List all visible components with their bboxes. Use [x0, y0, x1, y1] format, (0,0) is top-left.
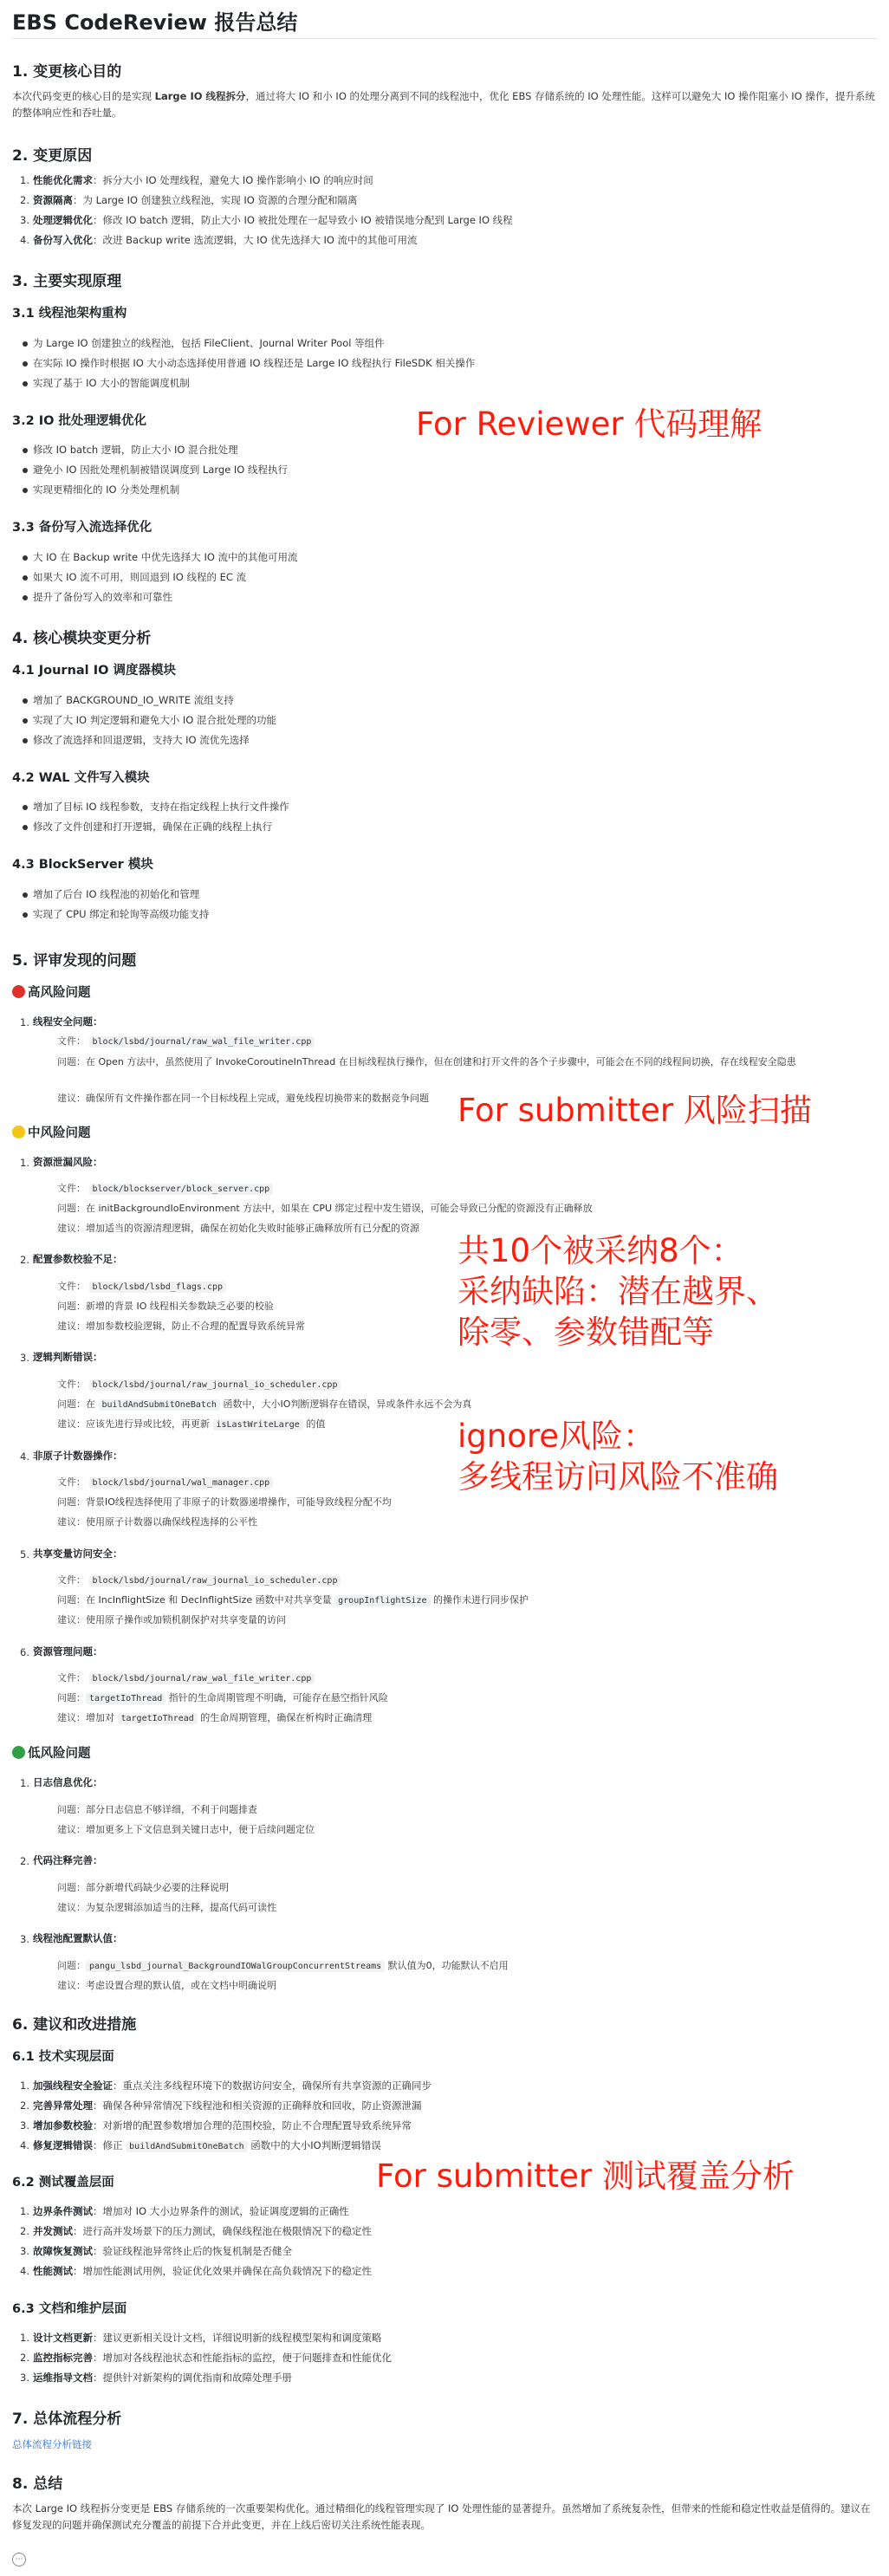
list-item: 修改了文件创建和打开逻辑，确保在正确的线程上执行: [33, 821, 272, 833]
section-2-heading: 2. 变更原因: [12, 147, 93, 165]
section-7-heading: 7. 总体流程分析: [12, 2411, 122, 2428]
list-item: 实现了 CPU 绑定和轮询等高级功能支持: [33, 908, 210, 920]
list-item: 加强线程安全验证：重点关注多线程环境下的数据访问安全，确保所有共享资源的正确同步: [33, 2080, 432, 2092]
list-item: 增加了目标 IO 线程参数，支持在指定线程上执行文件操作: [33, 801, 289, 813]
high-risk-heading: 高风险问题: [12, 983, 91, 1001]
list-item: 并发测试：进行高并发场景下的压力测试，确保线程池在极限情况下的稳定性: [33, 2225, 372, 2237]
section-8-heading: 8. 总结: [12, 2475, 63, 2493]
info-circle-icon[interactable]: ⋯: [12, 2553, 26, 2566]
issue-problem: 问题：新增的背景 IO 线程相关参数缺乏必要的校验: [57, 1301, 274, 1312]
issue-file: 文件： block/lsbd/journal/wal_manager.cpp: [57, 1475, 876, 1491]
section-6-heading: 6. 建议和改进措施: [12, 2016, 137, 2034]
list-item: 运维指导文档：提供针对新架构的调优指南和故障处理手册: [33, 2372, 292, 2384]
issue-file: 文件： block/lsbd/journal/raw_journal_io_scheduler.cpp: [57, 1377, 876, 1393]
issue-file: 文件： block/lsbd/lsbd_flags.cpp: [57, 1279, 876, 1295]
issue-title: 代码注释完善：: [33, 1854, 103, 1866]
section-3-1-heading: 3.1 线程池架构重构: [12, 307, 127, 321]
issue-problem: 问题：部分日志信息不够详细，不利于问题排查: [57, 1804, 257, 1815]
list-item: 实现了大 IO 判定逻辑和避免大小 IO 混合批处理的功能: [33, 714, 277, 726]
issue-problem: 问题：在 Open 方法中，虽然使用了 InvokeCoroutineInThread 在目标线程执行操作，但在创建和打开文件的各个子步骤中，可能会在不同的线程间切换，存在线程安全隐患: [57, 1056, 796, 1067]
section-4-1-heading: 4.1 Journal IO 调度器模块: [12, 664, 176, 678]
overlay-risk-scan: For submitter 风险扫描: [457, 1092, 812, 1129]
section-6-3-heading: 6.3 文档和维护层面: [12, 2302, 127, 2316]
list-item: 完善异常处理：确保各种异常情况下线程池和相关资源的正确释放和回收，防止资源泄漏: [33, 2099, 422, 2112]
issue-problem: 问题：部分新增代码缺少必要的注释说明: [57, 1882, 229, 1893]
list-item: 避免小 IO 因批处理机制被错误调度到 Large IO 线程执行: [33, 464, 289, 476]
section-3-2-heading: 3.2 IO 批处理逻辑优化: [12, 414, 147, 428]
low-risk-heading: 低风险问题: [12, 1743, 91, 1762]
issue-advice: 建议：增加对 targetIoThread 的生命周期管理，确保在析构时正确清理: [57, 1712, 373, 1723]
issue-problem: 问题：在 initBackgroundIoEnvironment 方法中，如果在 CPU 绑定过程中发生错误，可能会导致已分配的资源没有正确释放: [57, 1203, 593, 1214]
issue-title: 非原子计数器操作：: [33, 1450, 123, 1462]
list-item: 提升了备份写入的效率和可靠性: [33, 591, 172, 603]
issue-advice: 建议：为复杂逻辑添加适当的注释，提高代码可读性: [57, 1902, 276, 1913]
issue-problem: 问题：背景IO线程选择使用了非原子的计数器递增操作，可能导致线程分配不均: [57, 1496, 392, 1508]
mid-risk-heading: 中风险问题: [12, 1123, 91, 1141]
issue-advice: 建议：增加更多上下文信息到关键日志中，便于后续问题定位: [57, 1824, 315, 1835]
issue-advice: 建议：使用原子操作或加锁机制保护对共享变量的访问: [57, 1614, 286, 1625]
issue-file: 文件： block/blockserver/block_server.cpp: [57, 1181, 876, 1197]
section-6-1-heading: 6.1 技术实现层面: [12, 2050, 114, 2064]
list-item: 大 IO 在 Backup write 中优先选择大 IO 流中的其他可用流: [33, 551, 298, 563]
issue-problem: 问题： pangu_lsbd_journal_BackgroundIOWalGroupConcurrentStreams 默认值为0，功能默认不启用: [57, 1960, 509, 1971]
overlay-reviewer: For Reviewer 代码理解: [416, 406, 762, 443]
list-item: 监控指标完善：增加对各线程池状态和性能指标的监控，便于问题排查和性能优化: [33, 2352, 392, 2364]
issue-advice: 建议：使用原子计数器以确保线程选择的公平性: [57, 1516, 257, 1528]
issue-title: 线程池配置默认值：: [33, 1932, 123, 1944]
list-item: 实现了基于 IO 大小的智能调度机制: [33, 377, 190, 389]
green-circle-icon: [12, 1746, 25, 1759]
overlay-ignore-2: 多线程访问风险不准确: [457, 1458, 778, 1496]
list-item: 如果大 IO 流不可用，则回退到 IO 线程的 EC 流: [33, 571, 247, 583]
flow-analysis-link[interactable]: 总体流程分析链接: [12, 2438, 92, 2450]
section-3-3-heading: 3.3 备份写入流选择优化: [12, 521, 152, 535]
issue-title: 线程安全问题：: [33, 1015, 103, 1028]
list-item: 增加了后台 IO 线程池的初始化和管理: [33, 888, 200, 900]
list-item: 实现更精细化的 IO 分类处理机制: [33, 483, 180, 496]
list-item: 处理逻辑优化：修改 IO batch 逻辑，防止大小 IO 被批处理在一起导致小 IO 被错误地分配到 Large IO 线程: [33, 214, 513, 226]
list-item: 设计文档更新：建议更新相关设计文档，详细说明新的线程模型架构和调度策略: [33, 2332, 382, 2344]
list-item: 边界条件测试：增加对 IO 大小边界条件的测试，验证调度逻辑的正确性: [33, 2205, 349, 2217]
issue-title: 资源泄漏风险：: [33, 1156, 103, 1168]
list-item: 修改 IO batch 逻辑，防止大小 IO 混合批处理: [33, 444, 238, 456]
issue-title: 逻辑判断错误：: [33, 1351, 103, 1363]
overlay-ignore-1: ignore风险：: [457, 1418, 656, 1455]
issue-advice: 建议：增加参数校验逻辑，防止不合理的配置导致系统异常: [57, 1320, 305, 1332]
issue-advice: 建议：考虑设置合理的默认值，或在文档中明确说明: [57, 1980, 276, 1991]
list-item: 故障恢复测试：验证线程池异常终止后的恢复机制是否健全: [33, 2245, 292, 2257]
issue-file: 文件： block/lsbd/journal/raw_journal_io_scheduler.cpp: [57, 1573, 876, 1589]
list-item: 在实际 IO 操作时根据 IO 大小动态选择使用普通 IO 线程还是 Large IO 线程执行 FileSDK 相关操作: [33, 357, 476, 369]
issue-advice: 建议：确保所有文件操作都在同一个目标线程上完成，避免线程切换带来的数据竞争问题: [57, 1093, 429, 1104]
issue-advice: 建议：应该先进行异或比较，再更新 isLastWriteLarge 的值: [57, 1418, 326, 1430]
issue-problem: 问题： targetIoThread 指针的生命周期管理不明确，可能存在悬空指针风险: [57, 1692, 388, 1703]
section-5-heading: 5. 评审发现的问题: [12, 952, 137, 970]
yellow-circle-icon: [12, 1126, 25, 1139]
issue-title: 配置参数校验不足：: [33, 1253, 123, 1265]
issue-title: 资源管理问题：: [33, 1645, 103, 1658]
issue-problem: 问题：在 buildAndSubmitOneBatch 函数中，大小IO判断逻辑存在错误，异或条件永远不会为真: [57, 1398, 472, 1410]
list-item: 资源隔离：为 Large IO 创建独立线程池，实现 IO 资源的合理分配和隔离: [33, 194, 358, 206]
section-6-2-heading: 6.2 测试覆盖层面: [12, 2176, 114, 2190]
list-item: 性能测试：增加性能测试用例，验证优化效果并确保在高负载情况下的稳定性: [33, 2265, 372, 2277]
overlay-adopted-3: 除零、参数错配等: [457, 1314, 714, 1351]
list-item: 性能优化需求：拆分大小 IO 处理线程，避免大 IO 操作影响小 IO 的响应时间: [33, 174, 373, 186]
section-8-text: 本次 Large IO 线程拆分变更是 EBS 存储系统的一次重要架构优化。通过精细化的线程管理实现了 IO 处理性能的显著提升。虽然增加了系统复杂性，但带来的性能和稳定性收益是值得的。建议在修复发现的问题并确保测试充分覆盖的前提下合并此变更，并在上线后密切关注系统性能表现。: [12, 2502, 871, 2531]
list-item: 备份写入优化：改进 Backup write 选流逻辑，大 IO 优先选择大 IO 流中的其他可用流: [33, 234, 418, 246]
list-item: 修复逻辑错误：修正 buildAndSubmitOneBatch 函数中的大小IO判断逻辑错误: [33, 2139, 381, 2151]
list-item: 增加了 BACKGROUND_IO_WRITE 流组支持: [33, 694, 234, 706]
issue-title: 共享变量访问安全：: [33, 1548, 123, 1560]
section-1-heading: 1. 变更核心目的: [12, 63, 122, 81]
section-4-3-heading: 4.3 BlockServer 模块: [12, 858, 153, 872]
overlay-adopted-1: 共10个被采纳8个：: [457, 1232, 743, 1269]
issue-file: 文件： block/lsbd/journal/raw_wal_file_writer.cpp: [57, 1671, 876, 1687]
list-item: 增加参数校验：对新增的配置参数增加合理的范围校验，防止不合理配置导致系统异常: [33, 2119, 412, 2132]
issue-file: 文件： block/lsbd/journal/raw_wal_file_writer.cpp: [57, 1034, 876, 1050]
title-divider: [12, 38, 879, 39]
issue-advice: 建议：增加适当的资源清理逻辑，确保在初始化失败时能够正确释放所有已分配的资源: [57, 1223, 419, 1234]
overlay-adopted-2: 采纳缺陷：潜在越界、: [457, 1273, 778, 1310]
page-title: EBS CodeReview 报告总结: [12, 10, 298, 35]
list-item: 为 Large IO 创建独立的线程池，包括 FileClient、Journal Writer Pool 等组件: [33, 337, 385, 349]
issue-title: 日志信息优化：: [33, 1776, 103, 1788]
section-3-heading: 3. 主要实现原理: [12, 273, 122, 290]
section-4-heading: 4. 核心模块变更分析: [12, 630, 152, 647]
issue-problem: 问题：在 IncInflightSize 和 DecInflightSize 函数中对共享变量 groupInflightSize 的操作未进行同步保护: [57, 1594, 529, 1606]
section-1-text: 本次代码变更的核心目的是实现 Large IO 线程拆分，通过将大 IO 和小 IO 的处理分离到不同的线程池中，优化 EBS 存储系统的 IO 处理性能。这样可以避免大 IO 操作阻塞小 IO 操作，提升系统的整体响应性和吞吐量。: [12, 90, 875, 119]
red-circle-icon: [12, 985, 25, 998]
overlay-test-coverage: For submitter 测试覆盖分析: [376, 2157, 795, 2195]
list-item: 修改了流选择和回退逻辑，支持大 IO 流优先选择: [33, 734, 250, 746]
section-4-2-heading: 4.2 WAL 文件写入模块: [12, 771, 150, 785]
